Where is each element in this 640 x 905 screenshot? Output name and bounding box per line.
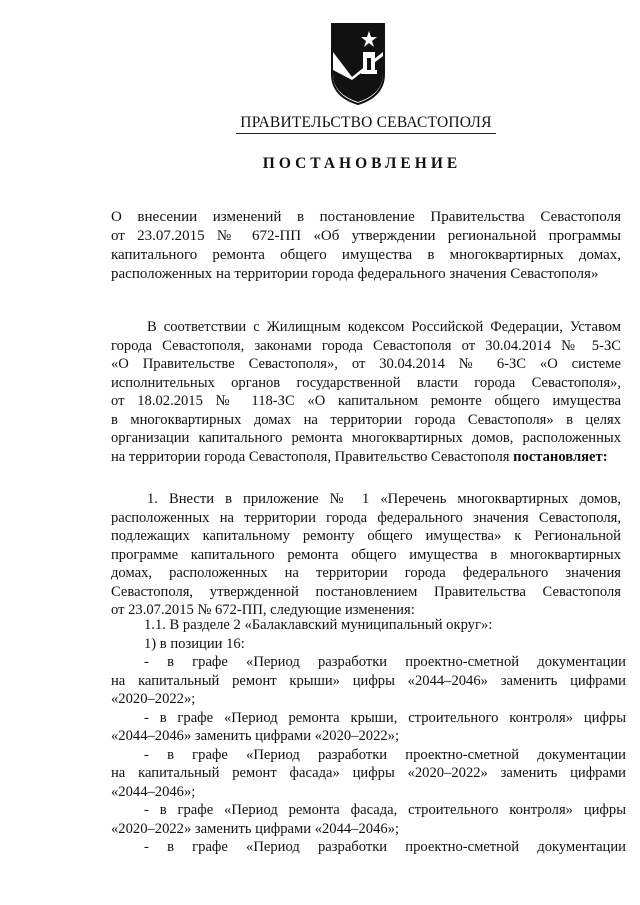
change-item-line: «2044–2046» заменить цифрами «2020–2022»;: [111, 728, 400, 744]
preamble-line: города Севастополя, законами города Севастополя от 30.04.2014 № 5-ЗС: [111, 337, 621, 354]
preamble-line: организации капитального ремонта многоквартирных домов, расположенных: [111, 430, 621, 446]
subject-line: от 23.07.2015 № 672-ПП «Об утверждении региональной программы: [111, 228, 621, 244]
organization-name: ПРАВИТЕЛЬСТВО СЕВАСТОПОЛЯ: [236, 114, 495, 134]
change-item-line: - в графе «Период разработки проектно-сметной документации: [144, 654, 626, 670]
change-item-line: - в графе «Период ремонта крыши, строительного контроля» цифры: [144, 709, 626, 726]
changes-list: [111, 616, 626, 857]
subject-line: расположенных на территории города федерального значения Севастополя»: [111, 266, 599, 282]
clause-1-paragraph: [111, 490, 621, 620]
organization-title: [0, 114, 640, 134]
clause-line: Севастополя, утвержденной постановлением Правительства Севастополя: [111, 583, 621, 600]
preamble-line: исполнительных органов государственной власти города Севастополя»,: [111, 374, 621, 391]
preamble-line: [111, 448, 621, 467]
subject-line: капитального ремонта общего имущества в многоквартирных домах,: [111, 247, 621, 263]
clause-line: расположенных на территории города федерального значения Севастополя,: [111, 509, 621, 526]
change-item-line: на капитальный ремонт крыши» цифры «2044–2046» заменить цифрами: [111, 672, 626, 689]
position-heading: 1) в позиции 16:: [144, 635, 245, 652]
coat-of-arms-icon: [330, 22, 386, 106]
clause-line: подлежащих капитальному ремонту общего имущества» к Региональной: [111, 528, 621, 544]
change-item-line: «2020–2022» заменить цифрами «2044–2046»;: [111, 820, 400, 837]
subject-line: О внесении изменений в постановление Правительства Севастополя: [111, 209, 621, 225]
preamble-line: в многоквартирных домах на территории города Севастополя» в целях: [111, 411, 621, 428]
preamble-paragraph: [111, 318, 621, 466]
subclause-heading: 1.1. В разделе 2 «Балаклавский муниципальный округ»:: [144, 617, 493, 633]
change-item-line: - в графе «Период ремонта фасада, строительного контроля» цифры: [144, 802, 626, 818]
preamble-keyword: постановляет:: [513, 448, 608, 465]
preamble-line: «О Правительстве Севастополя», от 30.04.2014 № 6-ЗС «О системе: [111, 356, 621, 372]
clause-line: от 23.07.2015 № 672-ПП, следующие изменения:: [111, 602, 415, 618]
clause-line: 1. Внести в приложение № 1 «Перечень многоквартирных домов,: [147, 491, 621, 507]
change-item-line: «2020–2022»;: [111, 691, 196, 707]
change-item-line: - в графе «Период разработки проектно-сметной документации: [144, 746, 626, 763]
document-subject: [111, 208, 621, 284]
change-item-line: на капитальный ремонт фасада» цифры «2020–2022» заменить цифрами: [111, 765, 626, 781]
document-type-heading: ПОСТАНОВЛЕНИЕ: [262, 155, 462, 172]
change-item-line: «2044–2046»;: [111, 783, 196, 800]
preamble-line: от 18.02.2015 № 118-ЗС «О капитальном ремонте общего имущества: [111, 393, 621, 409]
clause-line: программе капитального ремонта общего имущества в многоквартирных: [111, 546, 621, 563]
change-item-line: - в графе «Период разработки проектно-сметной документации: [144, 839, 626, 855]
clause-line: домах, расположенных на территории города федерального значения: [111, 565, 621, 581]
preamble-line: В соответствии с Жилищным кодексом Российской Федерации, Уставом: [147, 319, 621, 335]
preamble-text: на территории города Севастополя, Правительство Севастополя: [111, 448, 510, 465]
